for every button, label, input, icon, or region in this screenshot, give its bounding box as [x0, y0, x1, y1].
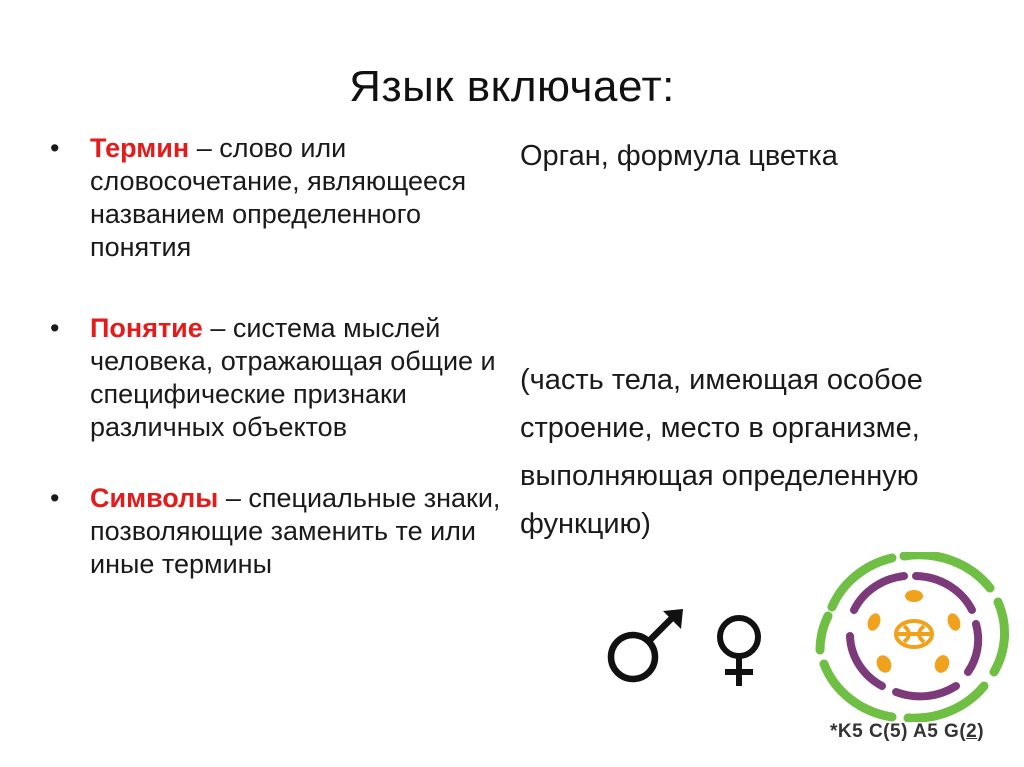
formula-prefix: *K5 C(5) A5 G(	[830, 721, 967, 742]
concept-keyword: Понятие	[90, 313, 203, 343]
bullet-dot: •	[50, 133, 60, 163]
symbols-definition: – специальные знаки, позволяющие заменить те или иные термины	[90, 483, 501, 579]
female-symbol-icon	[710, 612, 768, 688]
bullet-term	[46, 132, 516, 264]
flower-diagram	[812, 552, 1016, 722]
organ-definition: (часть тела, имеющая особое строение, место в организме, выполняющая определенную функцию)	[520, 364, 923, 540]
flower-formula	[830, 721, 984, 743]
male-symbol-icon	[603, 605, 687, 689]
bullet-dot: •	[50, 483, 60, 513]
bullet-list	[46, 132, 516, 581]
example-text: Орган, формула цветка	[520, 140, 838, 172]
term-definition: – слово или словосочетание, являющееся названием определенного понятия	[90, 133, 467, 262]
bullet-dot: •	[50, 313, 60, 343]
slide-title: Язык включает:	[349, 62, 675, 111]
symbols-keyword: Символы	[90, 483, 219, 513]
formula-gynoecium: 2	[966, 721, 978, 742]
bullet-symbols	[46, 482, 516, 581]
bullet-concept	[46, 312, 516, 444]
concept-definition: – система мыслей человека, отражающая общие и специфические признаки различных объектов	[90, 313, 496, 442]
formula-suffix: )	[977, 721, 985, 742]
term-keyword: Термин	[90, 133, 190, 163]
